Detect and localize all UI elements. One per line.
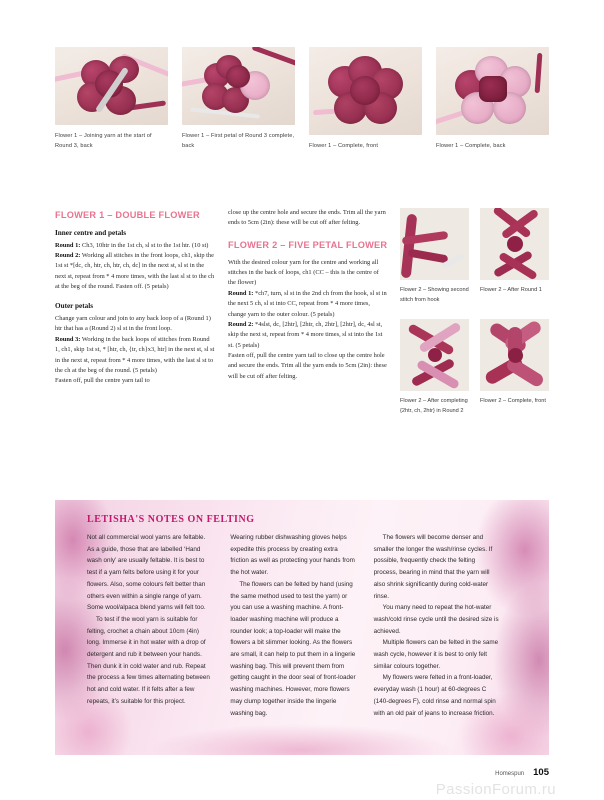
photo-first-petal (182, 47, 295, 125)
round-3-text: Working in the back loops of stitches from Round 1, ch1, skip 1st st, * [htr, ch, {tr, ch}x3, htr] in the next st, sl st in the next st, repeat from * 4 more times, with the last sl st to the ch at the beg of the round. (5 petals) (55, 335, 215, 374)
paragraph-round-3 (55, 335, 215, 377)
notes-p2: To test if the wool yarn is suitable for felting, crochet a chain about 10cm (4in) long. Immerse it in hot water with a drop of detergent and rub it between your hands. Then dunk it in cold water and rub. Repeat the process a few times alternating between hot and cold water. If it felts after a few repeats, it’s suitable for this project. (87, 615, 210, 705)
subheading-outer-petals: Outer petals (55, 302, 93, 311)
text-column-left (55, 208, 215, 387)
f2-round-2-label: Round 2: (228, 320, 254, 328)
round-2-label: Round 2: (55, 251, 81, 259)
photo-cell-2 (182, 47, 295, 152)
photo-caption: Flower 2 – Showing second stitch from hook (400, 287, 469, 303)
notes-column-1 (87, 532, 212, 719)
notes-content (87, 514, 499, 719)
paragraph-round-1 (55, 241, 215, 251)
felting-notes-box (55, 500, 549, 755)
photo-caption: Flower 1 – First petal of Round 3 complete, back (182, 133, 295, 150)
magazine-name: Homespun (495, 771, 525, 777)
notes-column-2 (230, 532, 355, 719)
round-1-label: Round 1: (55, 241, 81, 249)
photo-cell-6 (480, 208, 549, 306)
f2-round-2-text: *4slst, dc, [2htr], [2htr, ch, 2htr], [2htr], dc, 4sl st, skip the next st, repeat from * 4 more times, sl st into the 1st st. (5 petals) (228, 320, 383, 349)
paragraph-f2-fasten-off: Fasten off, pull the centre yarn tail to close up the centre hole and secure the ends. Trim all the yarn ends to 5cm (2in): these will be cut off after felting. (228, 352, 387, 380)
subheading-inner-centre: Inner centre and petals (55, 228, 127, 237)
photo-complete-front (309, 47, 422, 135)
heading-flower-2: FLOWER 2 – FIVE PETAL FLOWER (228, 239, 388, 250)
watermark: PassionForum.ru (435, 781, 556, 798)
page-number: 105 (533, 767, 549, 778)
notes-p5: The flowers will become denser and smaller the longer the wash/rinse cycles. If possible, frequently check the felting process, bearing in mind that the yarn will also shrink significantly during cold-water rinse. (373, 534, 493, 600)
paragraph-flower2-intro: With the desired colour yarn for the centre and working all stitches in the back of loops, ch1 (CC – this is the centre of the flower) (228, 258, 379, 287)
page-footer (495, 767, 549, 778)
photo-caption: Flower 2 – After Round 1 (480, 287, 542, 293)
photo-cell-8 (480, 319, 549, 417)
photo-caption: Flower 1 – Complete, back (436, 143, 506, 150)
photo-caption: Flower 1 – Joining yarn at the start of Round 3, back (55, 133, 152, 150)
photo-caption: Flower 1 – Complete, front (309, 143, 379, 150)
paragraph-f2-round-2 (228, 320, 388, 351)
photo-cell-1 (55, 47, 168, 152)
paragraph-continued: close up the centre hole and secure the ends. Trim all the yarn ends to 5cm (2in): these will be cut off after felting. (228, 209, 386, 227)
photo-joining-yarn (55, 47, 168, 125)
notes-p7: Multiple flowers can be felted in the same wash cycle, however it is best to only felt similar colours together. (373, 639, 499, 670)
photo-pair-1 (400, 208, 549, 306)
f2-round-1-text: *ch7, turn, sl st in the 2nd ch from the hook, sl st in the next 5 ch, sl st into CC, repeat from * 4 more times, change yarn to the outer colour. (5 petals) (228, 289, 387, 318)
notes-columns (87, 532, 499, 719)
round-3-label: Round 3: (55, 335, 81, 343)
photo-after-2htr (400, 319, 469, 391)
right-photo-column (400, 208, 549, 417)
paragraph-change-yarn: Change yarn colour and join to any back loop of a (Round 1) htr that has a (Round 2) sl st in the front loop. (55, 315, 211, 333)
round-2-text: Working all stitches in the front loops, ch1, skip the 1st st *[dc, ch, htr, ch, htr, ch, dc] in the next st, sl st in the next st, repeat from * 4 more times, with the last sl st to the ch at the beg of the round. Fasten off. (5 petals) (55, 251, 215, 291)
notes-p4: The flowers can be felted by hand (using the same method used to test the yarn) or you can use a washing machine. A front-loader washing machine will produce a rounder look; a top-loader will make the flowers a bit slimmer looking. As the flowers are small, it can help to put them in a lingerie washing bag. This will prevent them from getting caught in the door seal of front-loader washing machines. However, more flowers may clump together inside the lingerie washing bag. (230, 580, 356, 717)
photo-cell-7 (400, 319, 469, 417)
text-column-middle (228, 208, 388, 382)
paragraph-f2-round-1 (228, 289, 388, 320)
photo-complete-back (436, 47, 549, 135)
photo-cell-5 (400, 208, 469, 306)
f2-round-1-label: Round 1: (228, 289, 254, 297)
top-photo-strip (55, 47, 549, 152)
paragraph-fasten-off: Fasten off, pull the centre yarn tail to (55, 377, 150, 385)
notes-p6: You many need to repeat the hot-water wash/cold rinse cycle until the desired size is achieved. (373, 604, 499, 635)
heading-flower-1: FLOWER 1 – DOUBLE FLOWER (55, 210, 200, 220)
photo-flower2-complete-front (480, 319, 549, 391)
photo-cell-3 (309, 47, 422, 152)
notes-title: LETISHA'S NOTES ON FELTING (87, 514, 255, 525)
photo-second-stitch (400, 208, 469, 280)
photo-after-round-1 (480, 208, 549, 280)
notes-column-3 (374, 532, 499, 719)
notes-p8: My flowers were felted in a front-loader, everyday wash (1 hour) at 60-degrees C (140-degrees F), cold rinse and normal spin with an old pair of jeans to increase friction. (373, 674, 496, 717)
notes-p1: Not all commercial wool yarns are feltable. As a guide, those that are labelled ‘Hand wash only’ are usually feltable. It is best to test if a yarn felts before using it for your flowers. Also, some colours felt better than others even within a single range of yarn. Some wool/alpaca blend yarns will felt too. (87, 534, 206, 612)
photo-pair-2 (400, 319, 549, 417)
photo-caption: Flower 2 – Complete, front (480, 397, 546, 404)
notes-p3: Wearing rubber dishwashing gloves helps expedite this process by creating extra friction as well as protecting your hands from the hot water. (230, 534, 355, 577)
round-1-text: Ch3, 10htr in the 1st ch, sl st to the 1st htr. (10 st) (80, 241, 209, 249)
photo-cell-4 (436, 47, 549, 152)
paragraph-round-2 (55, 251, 215, 293)
photo-caption: Flower 2 – After completing {2htr, ch, 2htr} in Round 2 (400, 397, 468, 414)
